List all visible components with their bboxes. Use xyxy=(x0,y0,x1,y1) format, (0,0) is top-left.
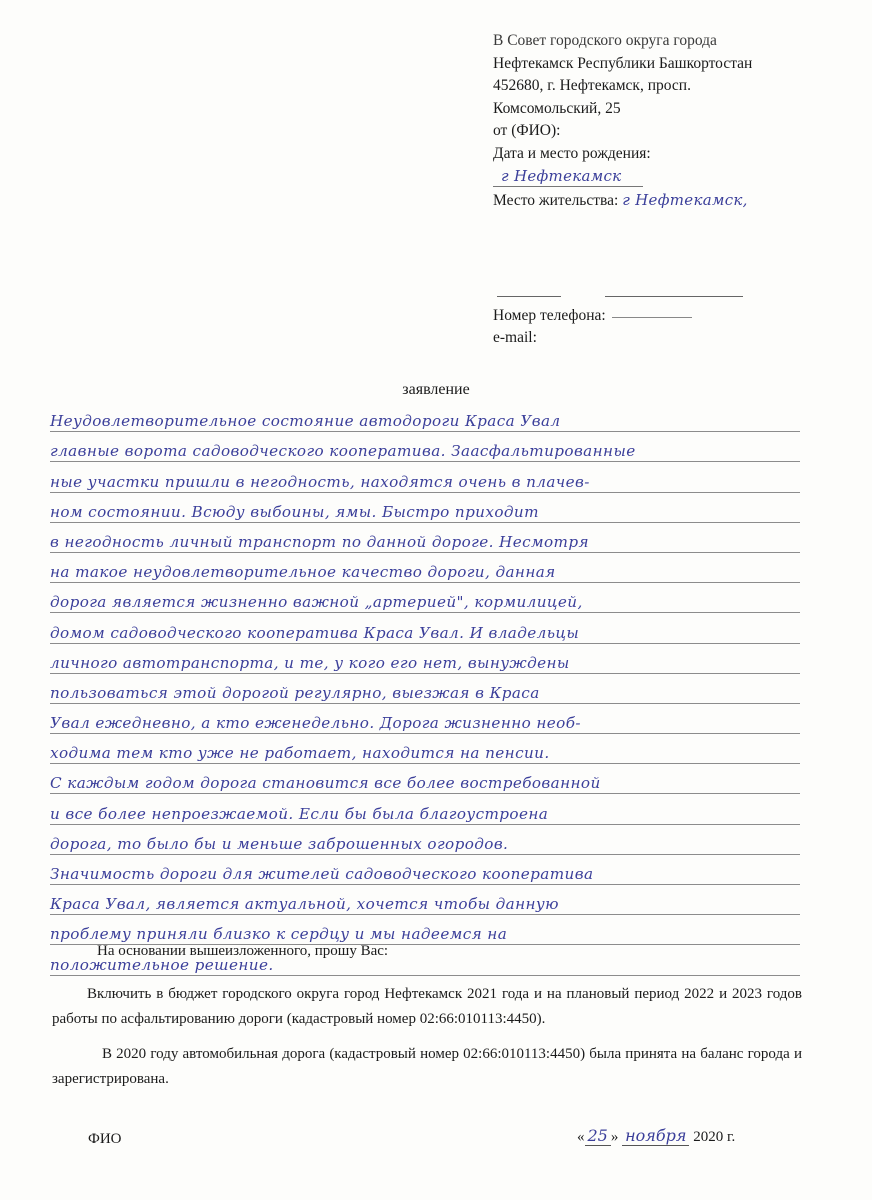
blank-rule-long xyxy=(605,296,743,297)
birth-value: г Нефтекамск xyxy=(501,167,622,185)
handwritten-line xyxy=(50,794,800,824)
blank-address-lines xyxy=(497,296,747,300)
handwritten-text: ные участки пришли в негодность, находятся очень в плачев- xyxy=(50,472,590,491)
handwritten-text: положительное решение. xyxy=(50,955,274,974)
handwritten-line xyxy=(50,583,800,613)
birth-label: Дата и место рождения: xyxy=(493,144,651,162)
from-label: от (ФИО): xyxy=(493,122,561,139)
handwritten-text: ходима тем кто уже не работает, находится на пенсии. xyxy=(50,744,550,763)
handwritten-line xyxy=(50,704,800,734)
addressee-line-4: Комсомольский, 25 xyxy=(493,99,621,117)
birth-underline xyxy=(493,186,643,187)
date-close-quote: » xyxy=(610,1129,619,1145)
handwritten-line xyxy=(50,553,800,583)
handwritten-text: ном состоянии. Всюду выбоины, ямы. Быстро приходит xyxy=(50,502,539,521)
handwritten-line xyxy=(50,734,800,764)
handwritten-text: главные ворота садоводческого кооператива. Заасфальтированные xyxy=(50,442,636,461)
handwritten-line xyxy=(50,855,800,885)
residence-label: Место жительства: xyxy=(493,192,619,209)
residence-field xyxy=(493,189,823,213)
birth-field xyxy=(493,165,823,189)
handwritten-text: Неудовлетворительное состояние автодороги Краса Увал xyxy=(50,412,561,431)
handwritten-statement xyxy=(50,402,800,976)
handwritten-line xyxy=(50,493,800,523)
document-date xyxy=(577,1126,735,1146)
handwritten-line xyxy=(50,462,800,492)
handwritten-line xyxy=(50,674,800,704)
handwritten-text: домом садоводческого кооператива Краса Увал. И владельцы xyxy=(50,623,580,642)
blank-rule-short xyxy=(497,296,561,297)
handwritten-text: дорога, то было бы и меньше заброшенных огородов. xyxy=(50,834,509,853)
date-month: ноября xyxy=(622,1126,689,1146)
handwritten-line xyxy=(50,825,800,855)
residence-value: г Нефтекамск, xyxy=(622,191,748,209)
addressee-line-1: В Совет городского округа города xyxy=(493,32,717,49)
balance-note-paragraph xyxy=(52,1042,802,1092)
addressee-line-3: 452680, г. Нефтекамск, просп. xyxy=(493,77,691,94)
handwritten-text: проблему приняли близко к сердцу и мы надеемся на xyxy=(50,925,508,944)
handwritten-line xyxy=(50,432,800,462)
request-text: Включить в бюджет городского округа город Нефтекамск 2021 года и на плановый период 2022 и 2023 годов работы по асфальтированию дороги (кадастровый номер 02:66:010113:4450). xyxy=(52,986,802,1027)
handwritten-line xyxy=(50,885,800,915)
date-open-quote: « xyxy=(577,1129,585,1145)
handwritten-text: пользоваться этой дорогой регулярно, выезжая в Краса xyxy=(50,683,540,702)
handwritten-text: Увал ежедневно, а кто еженедельно. Дорога жизненно необ- xyxy=(50,714,581,733)
handwritten-text: С каждым годом дорога становится все более востребованной xyxy=(50,774,601,793)
handwritten-line xyxy=(50,402,800,432)
basis-paragraph: На основании вышеизложенного, прошу Вас: xyxy=(97,943,389,959)
handwritten-text: на такое неудовлетворительное качество дороги, данная xyxy=(50,563,556,582)
handwritten-line xyxy=(50,764,800,794)
handwritten-text: Краса Увал, является актуальной, хочется чтобы данную xyxy=(50,895,559,914)
handwritten-text: дорога является жизненно важной „артерией", кормилицей, xyxy=(50,593,583,612)
date-year: 2020 г. xyxy=(693,1129,736,1145)
handwritten-text: Значимость дороги для жителей садоводческого кооператива xyxy=(50,865,594,883)
handwritten-line xyxy=(50,644,800,674)
document-heading: заявление xyxy=(402,381,470,398)
contact-block xyxy=(493,305,692,349)
handwritten-text: личного автотранспорта, и те, у кого его нет, вынуждены xyxy=(50,653,570,672)
addressee-block xyxy=(493,30,823,213)
handwritten-text: и все более непроезжаемой. Если бы была благоустроена xyxy=(50,804,549,823)
phone-label: Номер телефона: xyxy=(493,307,606,324)
phone-underline xyxy=(612,317,692,318)
handwritten-line xyxy=(50,523,800,553)
balance-note-text: В 2020 году автомобильная дорога (кадастровый номер 02:66:010113:4450) была принята на баланс города и зарегистрирована. xyxy=(52,1046,802,1087)
addressee-line-2: Нефтекамск Республики Башкортостан xyxy=(493,54,753,72)
date-day: 25 xyxy=(585,1126,611,1146)
email-label: e-mail: xyxy=(493,329,537,346)
request-paragraph xyxy=(52,982,802,1032)
phone-field xyxy=(493,305,692,327)
handwritten-line xyxy=(50,613,800,643)
signature-label: ФИО xyxy=(88,1131,122,1147)
handwritten-text: в негодность личный транспорт по данной дороге. Несмотря xyxy=(50,532,589,551)
